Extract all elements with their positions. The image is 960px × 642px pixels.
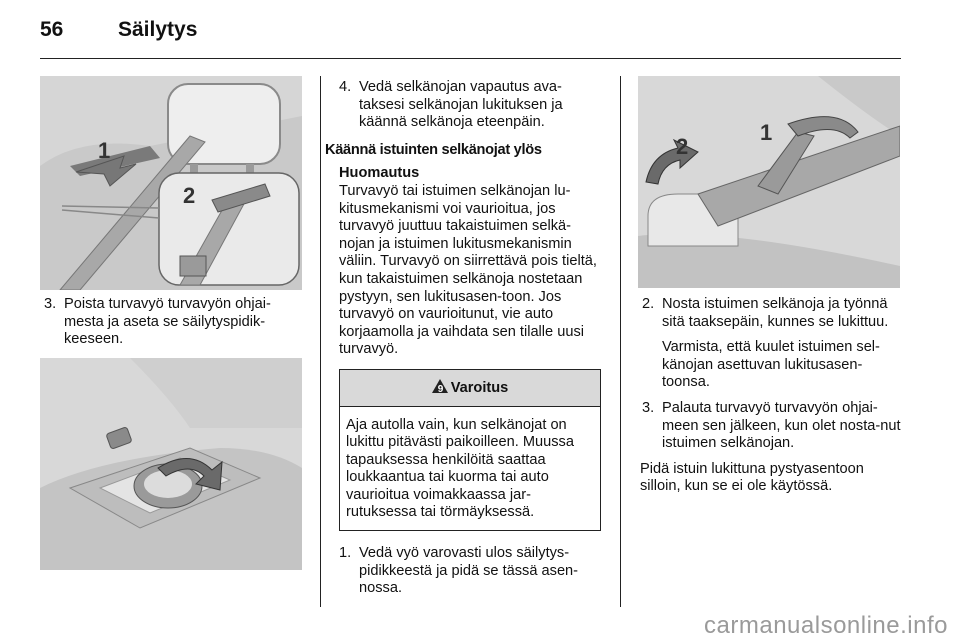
warning-title: Varoitus	[450, 379, 509, 396]
right-column-text	[640, 296, 902, 500]
step-3-left	[44, 296, 306, 349]
column-divider-1	[320, 76, 321, 607]
raise-seatback-illustration	[638, 76, 900, 288]
note-title: Huomautus	[339, 165, 420, 182]
figure3-label-2: 2	[676, 134, 689, 159]
middle-column-text	[325, 79, 601, 606]
closing-text: Pidä istuin lukittuna pystyasentoon silloin, kun se ei ole käytössä.	[640, 460, 864, 495]
step-number: 2.	[642, 296, 655, 312]
step-text: Nosta istuimen selkänoja ja työnnä sitä taaksepäin, kunnes se lukittuu.	[662, 296, 889, 330]
figure-belt-holder	[40, 358, 302, 570]
belt-guide-illustration	[40, 76, 302, 290]
step-1	[339, 545, 601, 598]
note-block	[339, 165, 601, 359]
section-heading: Käännä istuinten selkänojat ylös	[325, 141, 542, 158]
page-header	[40, 18, 197, 42]
warning-triangle-icon	[432, 379, 448, 393]
warning-text: Aja autolla vain, kun selkänojat on lukittu pitävästi paikoilleen. Muussa tapauksessa henkilöitä saattaa loukkaantua tai kuorma tai auto vaurioitua voimakkaassa jar-rutuksessa tai törmäyksessä.	[346, 416, 574, 521]
step-2	[642, 296, 902, 331]
warning-header	[340, 370, 600, 407]
belt-holder-illustration	[40, 358, 302, 570]
step-text: Poista turvavyö turvavyön ohjai-mesta ja aseta se säilytyspidik-keeseen.	[64, 296, 271, 348]
watermark: carmanualsonline.info	[704, 612, 948, 639]
step-number: 4.	[339, 79, 352, 95]
figure3-label-1: 1	[760, 120, 773, 145]
figure-raise-seatback	[638, 76, 900, 288]
warning-icon-glyph: 9	[437, 383, 444, 395]
step-4	[339, 79, 601, 132]
figure-belt-guide	[40, 76, 302, 290]
step-2-note: Varmista, että kuulet istuimen sel-känojan asettuvan lukitusasen-toonsa.	[662, 339, 880, 391]
figure1-label-1: 1	[98, 138, 111, 163]
step-number: 3.	[44, 296, 57, 312]
step-text: Palauta turvavyö turvavyön ohjai-meen sen jälkeen, kun olet nosta-nut istuimen selkänojan.	[662, 399, 901, 452]
note-text: Turvavyö tai istuimen selkänojan lu-kitusmekanismi voi vaurioitua, jos turvavyö juuttuu takaistuimen selkä-nojan ja istuimen lukitusmekanismin väliin. Turvavyö on siirrettävä pois tieltä, kun takaistuimen selkänoja nostetaan pystyyn, sen lukitusasen-toon. Jos turvavyö on vaurioitunut, vie auto korjaamolla ja vaihdata sen tilalle uusi turvavyö.	[339, 182, 597, 358]
step-text: Vedä vyö varovasti ulos säilytys-pidikkeestä ja pidä se tässä asen-nossa.	[359, 545, 579, 597]
figure1-label-2: 2	[183, 183, 196, 208]
step-text: Vedä selkänojan vapautus ava-taksesi selkänojan lukituksen ja käännä selkänoja eteenpäin.	[359, 79, 563, 131]
column-divider-2	[620, 76, 621, 607]
step-3-right	[642, 400, 902, 453]
header-rule	[40, 58, 901, 59]
warning-box	[339, 369, 601, 531]
page-title: Säilytys	[118, 18, 198, 41]
page-number: 56	[40, 18, 64, 41]
step-number: 3.	[642, 399, 655, 416]
left-column-text	[44, 296, 306, 357]
step-number: 1.	[339, 545, 352, 562]
